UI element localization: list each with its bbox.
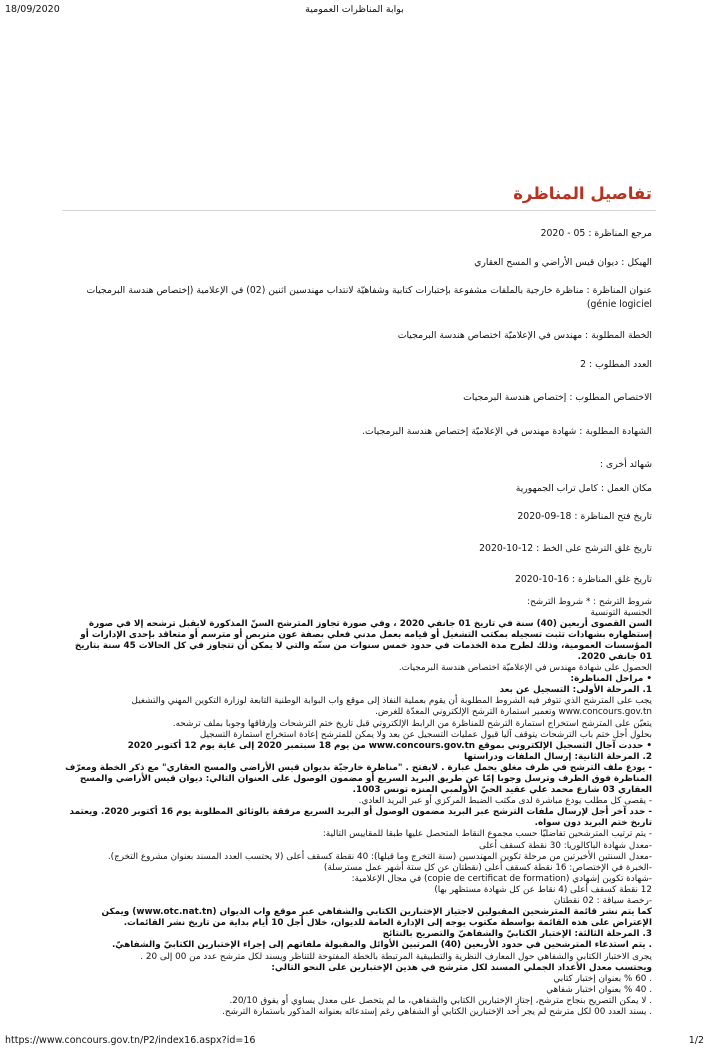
page-title: تفاصيل المناظرة [513,184,652,203]
application-conditions [62,597,656,1019]
stage-1-deadline-note: بحلول أجل ختم باب الترشحات يتوقف آليا قبول عمليات التسجيل عن بعد ولا يمكن للمترشح إعادة استخراج استمارة التسجيل [199,729,652,740]
required-degree: الشهادة المطلوبة : شهادة مهندس في الإعلاميّة إختصاص هندسة البرمجيات. [362,425,652,437]
contest-reference: مرجع المناظرة : 05 - 2020 [540,228,652,239]
print-date: 18/09/2020 [5,4,60,15]
stage-2-envelope: - يودع ملف الترشح في ظرف مغلق يحمل عبارة . لايفتح . "مناظرة خارجيّة بديوان قيس الأراضي والمسح العقاري" مع ذكر الخطة ومعرّف المناظرة فوق الظرف وترسل وجوبا إمّا عن طريق البريد السريع أو مضمون الوصول على العنوان التالي: ديوان قيس الأراضي والمسح العقاري 03 شارع محمد علي عقيد الحيّ الأولمبي المنزه تونس 1003. [65,762,652,796]
print-url: https://www.concours.gov.tn/P2/index16.aspx?id=16 [5,1035,256,1046]
work-location: مكان العمل : كامل تراب الجمهورية [515,482,652,494]
criterion-experience: -الخبرة في الإختصاص: 16 نقطة كسقف أعلى (نقطتان عن كل ستة أشهر عمل مسترسلة) [323,862,652,873]
stages-heading: • مراحل المناظرة: [570,674,652,685]
required-position: الخطة المطلوبة : مهندس في الإعلاميّة اختصاص هندسة البرمجيات [397,330,652,341]
online-application-close-date: تاريخ غلق الترشح على الخط : 12-10-2020 [479,542,652,554]
criterion-engineering-years: -معدل السنتين الأخيرتين من مرحلة تكوين المهندسين (سنة التخرج وما قبلها): 40 نقطة كسقف أعلى (لا يحتسب العدد المسند بعنوان مشروع التخرج). [107,851,652,862]
contest-close-date: تاريخ غلق المناظرة : 16-10-2020 [514,574,652,585]
pass-condition: . لا يمكن التصريح بنجاح مترشح، إجتاز الإختبارين الكتابي والشفاهي، ما لم يتحصل على معدل يساوي أو يفوق 20/10. [229,995,652,1006]
ranking-criteria-intro: - يتم ترتيب المترشحين تفاضليّا حسب مجموع النقاط المتحصل عليها طبقا للمقاييس التالية: [322,829,652,840]
stage-3-exam-content: يجرى الاختبار الكتابي والشفاهي حول المعارف النظرية والتطبيقية المرتبطة بالخطة المفتوحة للتناظر ويسند لكل مترشح عدد من 00 إلى 20 . [140,951,652,962]
condition-age: السن القصوى أربعين (40) سنة في تاريخ 01 جانفي 2020 ، وفي صورة تجاوز المترشح السنّ المذكورة لايقبل ترشحه إلا في صورة إستظهاره بشهادات تثبت تسجيله بمكتب التشغيل أو قيامه بعمل مدني فعلي بصفة عون متربص أو مترسم أو متعاقد بإحدى الإدارات أو المؤسسات العمومية، وذلك لطرح مدة الخدمات في حدود خمس سنوات من سنّه والتي لا يمكن أن تتجاوز في كل الحالات 45 سنة بتاريخ 01 جانفي 2020. [74,618,652,662]
absence-zero-rule: . يسند العدد 00 لكل مترشح لم يجر أحد الإختبارين الكتابي أو الشفاهي رغم إستدعائه بعنوانه المذكور باستمارة الترشح. [222,1006,652,1017]
stage-3-invitation: . يتم استدعاء المترشحين في حدود الأربعين (40) المرتبين الأوائل والمقبولة ملفاتهم إلى إجراء الإختبارين الكتابيّ والشفاهيّ. [111,940,652,951]
required-count: العدد المطلوب : 2 [580,358,652,370]
weight-written-exam: . 60 % بعنوان إختبار كتابي [553,973,652,984]
stage-1-heading: 1. المرحلة الأولى: التسجيل عن بعد [499,685,652,696]
condition-nationality: الجنسية التونسية [590,607,652,618]
criterion-certificate-points: 12 نقطة كسقف أعلى (4 نقاط عن كل شهادة مستظهر بها) [434,884,652,895]
stage-1-registration-dates: • حددت آجال التسجيل الإلكتروني بموقع www.concours.gov.tn من يوم 18 سبتمبر 2020 إلى غاية يوم 12 أكتوبر 2020 [127,740,652,751]
criterion-baccalaureate: -معدل شهادة الباكالوريا: 30 نقطة كسقف أعلى [478,840,652,851]
conditions-heading: شروط الترشح : * شروط الترشح: [527,596,652,607]
stage-2-heading: 2. المرحلة الثانية: إرسال الملفات ودراستها [463,751,652,762]
stage-1-online-registration: يجب على المترشح الذي تتوفر فيه الشروط المطلوبة أن يقوم بعملية النفاذ إلى موقع واب البوابة الوطنية التابعة لوزارة التكوين المهني والتشغيل www.concours.gov.tn وتعمير استمارة الترشح الإلكتروني المعدّة للغرض. [131,696,652,718]
contest-details [62,184,656,1018]
print-page-number: 1/2 [688,1035,704,1046]
criterion-driving-license: -رخصة سياقة : 02 نقطتان [553,896,652,907]
contest-open-date: تاريخ فتح المناظرة : 18-09-2020 [517,511,652,522]
weight-oral-exam: . 40 % بعنوان اختبار شفاهي [546,984,652,995]
title-divider [62,210,656,211]
accepted-list-publication: كما يتم نشر قائمة المترشحين المقبولين لاجتياز الإختبارين الكتابي والشفاهي عبر موقع واب الديوان (www.otc.nat.tn) ويمكن الإعتراض على هذه القائمة بواسطة مكتوب يوجه إلى الإدارة العامة للديوان، خلال أجل 10 أيام بداية من تاريخ نشر القائمات. [101,907,652,929]
stage-3-heading: 3. المرحلة الثالثة: الإختبار الكتابيّ والشفاهيّ والتصريح بالنتائج [382,929,652,940]
stage-3-average-intro: ويحتسب معدل الأعداد الجملي المسند لكل مترشح في هذين الإختبارين على النحو التالي: [271,962,652,973]
condition-degree: الحصول على شهادة مهندس في الإعلاميّة اختصاص هندسة البرمجيات. [398,663,652,674]
contest-structure: الهيكل : ديوان قيس الأراضي و المسح العقاري [474,256,652,268]
stage-2-mail-deadline: - حدد آخر أجل لإرسال ملفات الترشح عبر البريد مضمون الوصول أو البريد السريع مرفقة بالوثائق المطلوبة يوم 16 أكتوبر 2020. ويعتمد تاريخ ختم البريد دون سواه. [69,807,652,829]
other-certificates: شهائد أخرى : [599,459,652,470]
contest-subject: عنوان المناظرة : مناظرة خارجية بالملفات مشفوعة بإختبارات كتابية وشفاهيّة لانتداب مهندسين اثنين (02) في الإعلامية (إختصاص هندسة البرمجيات génie logiciel) [86,285,652,310]
required-specialty: الاختصاص المطلوب : إختصاص هندسة البرمجيات [463,392,652,403]
stage-2-exclusion: - يقصى كل مطلب يودع مباشرة لدى مكتب الضبط المركزي أو عبر البريد العادي. [358,796,652,807]
criterion-certificate: -شهادة تكوين إشهادي (copie de certificat de formation) في مجال الإعلامية: [351,873,652,884]
print-portal-title: بوابة المناظرات العمومية [305,4,404,15]
stage-1-print-form: يتعيّن على المترشح استخراج استمارة الترشح للمناظرة من الرابط الإلكتروني قبل تاريخ ختم الترشحات وإرفاقها وجوبا بملف ترشحه. [172,718,652,729]
